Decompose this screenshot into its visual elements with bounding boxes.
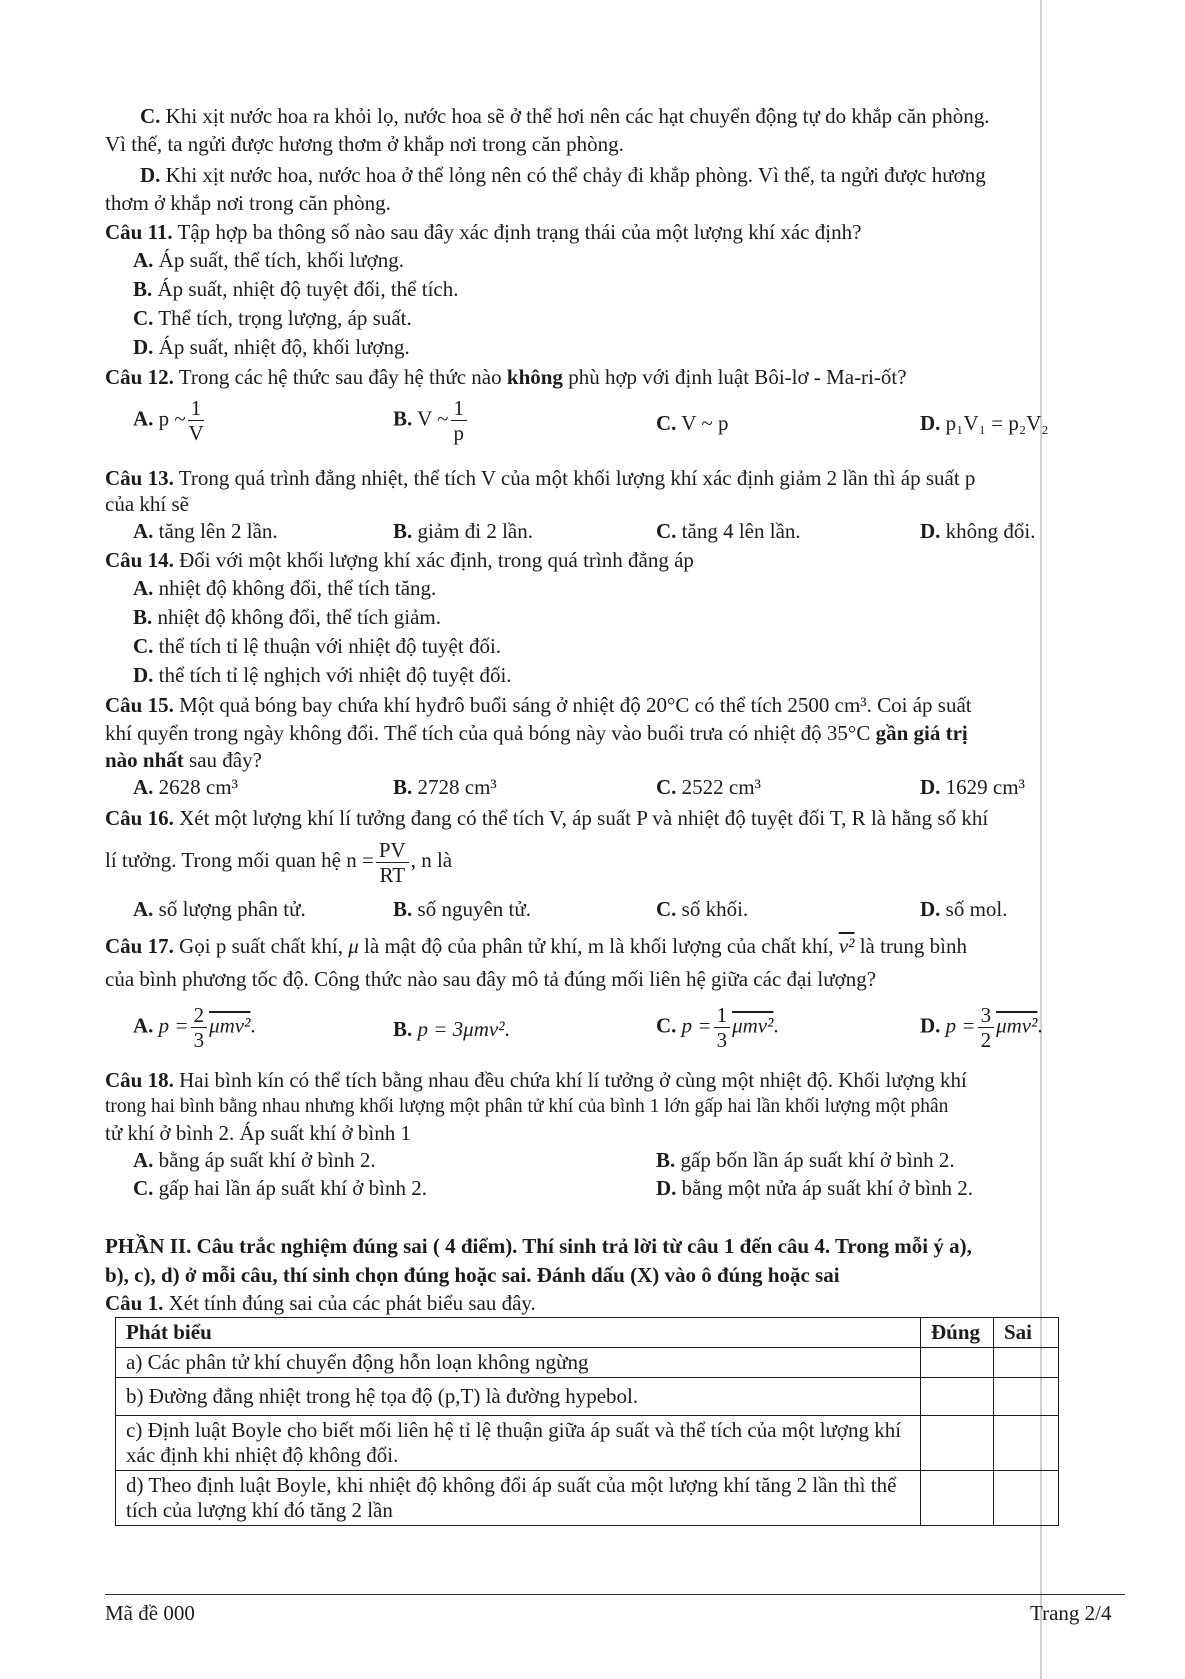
question-16-line2 (105, 834, 452, 887)
denominator: 2 (980, 1028, 992, 1052)
option-text: Áp suất, nhiệt độ tuyệt đối, thể tích. (152, 277, 459, 301)
option-text: 1629 cm³ (940, 775, 1025, 799)
fraction (191, 1003, 208, 1052)
option-label: C. (656, 1013, 677, 1038)
period: . (250, 1013, 256, 1038)
question-text: sau đây? (183, 748, 262, 772)
q11-option-b (133, 276, 458, 302)
option-text: Thể tích, trọng lượng, áp suất. (153, 306, 412, 330)
q11-option-c (133, 305, 412, 331)
option-label: C. (656, 775, 677, 799)
option-text: Khi xịt nước hoa ra khỏi lọ, nước hoa sẽ ở thể hơi nên các hạt chuyển động tự do khắp căn phòng. (160, 104, 990, 128)
prev-option-d-line1 (140, 162, 986, 188)
header-statement: Phát biểu (116, 1318, 921, 1348)
part2-heading-line1: PHẦN II. Câu trắc nghiệm đúng sai ( 4 điểm). Thí sinh trả lời từ câu 1 đến câu 4. Trong mỗi ý a), (105, 1234, 972, 1258)
q11-option-d (133, 334, 410, 360)
table-row (116, 1416, 1059, 1471)
option-text: không đổi. (940, 519, 1036, 543)
prev-option-c-line2: Vì thế, ta ngửi được hương thơm ở khắp nơi trong căn phòng. (105, 132, 624, 156)
question-text: Xét một lượng khí lí tưởng đang có thể tích V, áp suất P và nhiệt độ tuyệt đối T, R là hằng số khí (173, 806, 989, 830)
question-12 (105, 364, 907, 390)
option-label: D. (920, 519, 941, 543)
period: . (1037, 1013, 1043, 1038)
formula-text: p = (945, 1013, 976, 1038)
exam-code: Mã đề 000 (105, 1601, 195, 1625)
option-label: D. (920, 775, 941, 799)
question-text: Đối với một khối lượng khí xác định, trong quá trình đẳng áp (173, 548, 694, 572)
q18-option-c (133, 1175, 427, 1201)
q17-option-c (656, 1003, 779, 1052)
period: . (773, 1013, 779, 1038)
statement-d: d) Theo định luật Boyle, khi nhiệt độ không đổi áp suất của một lượng khí tăng 2 lần thì thể tích của lượng khí đó tăng 2 lần (116, 1471, 921, 1526)
question-text: là mật độ của phân tử khí, m là khối lượng của chất khí, (358, 934, 839, 958)
true-checkbox-d[interactable] (921, 1471, 994, 1526)
option-label: D. (920, 1013, 941, 1038)
table-row (116, 1471, 1059, 1526)
denominator: 3 (716, 1028, 728, 1052)
q18-option-a (133, 1147, 376, 1173)
option-label: C. (133, 634, 154, 658)
true-false-table (115, 1317, 1059, 1526)
option-label: B. (133, 277, 153, 301)
denominator: RT (379, 862, 406, 887)
option-text: số nguyên tử. (412, 897, 531, 921)
q16-option-b (393, 896, 531, 922)
question-label: Câu 13. (105, 466, 174, 490)
statement-a: a) Các phân tử khí chuyển động hỗn loạn không ngừng (116, 1348, 921, 1378)
q13-option-c (656, 518, 801, 544)
q16-option-c (656, 896, 748, 922)
page-number: Trang 2/4 (1030, 1601, 1112, 1625)
formula-text: V ~ p (681, 411, 729, 435)
formula-text: μmv² (732, 1013, 774, 1038)
q17-option-b (393, 1016, 510, 1042)
fraction (451, 396, 468, 445)
option-text: gấp bốn lần áp suất khí ở bình 2. (675, 1148, 955, 1172)
statement-b: b) Đường đẳng nhiệt trong hệ tọa độ (p,T) là đường hypebol. (116, 1378, 921, 1416)
fraction (978, 1003, 995, 1052)
question-emphasis: gần giá trị (875, 721, 968, 745)
question-label: Câu 18. (105, 1068, 174, 1092)
option-text: thể tích tỉ lệ thuận với nhiệt độ tuyệt đối. (153, 634, 502, 658)
prev-option-c-line1 (140, 103, 990, 129)
period: . (504, 1017, 510, 1041)
option-text: tăng 4 lên lần. (676, 519, 801, 543)
q12-option-a (133, 396, 206, 445)
option-text: giảm đi 2 lần. (412, 519, 533, 543)
question-text: , n là (410, 848, 453, 872)
option-label: C. (133, 306, 154, 330)
option-label: D. (133, 663, 154, 687)
question-text: lí tưởng. Trong mối quan hệ n = (105, 848, 374, 872)
option-text: nhiệt độ không đổi, thể tích giảm. (152, 605, 441, 629)
fraction (714, 1003, 731, 1052)
question-13-line1 (105, 465, 975, 491)
q16-option-a (133, 896, 306, 922)
numerator: 1 (714, 1003, 731, 1028)
question-label: Câu 11. (105, 220, 173, 244)
option-text: gấp hai lần áp suất khí ở bình 2. (153, 1176, 427, 1200)
q12-option-c (656, 410, 728, 436)
question-text: Trong các hệ thức sau đây hệ thức nào (173, 365, 507, 389)
q14-option-a (133, 575, 436, 601)
false-checkbox-b[interactable] (994, 1378, 1059, 1416)
formula-text: p ~ (158, 406, 186, 431)
option-label: A. (133, 248, 154, 272)
question-text: Tập hợp ba thông số nào sau đây xác định trạng thái của một lượng khí xác định? (172, 220, 862, 244)
part2-heading-line2: b), c), d) ở mỗi câu, thí sinh chọn đúng hoặc sai. Đánh dấu (X) vào ô đúng hoặc sai (105, 1263, 840, 1287)
q13-option-a (133, 518, 278, 544)
fraction (188, 396, 205, 445)
q12-option-b (393, 396, 469, 445)
option-label: D. (920, 411, 941, 435)
option-label: A. (133, 1013, 154, 1038)
q18-option-d (656, 1175, 973, 1201)
footer-divider (105, 1594, 1125, 1595)
option-text: thể tích tỉ lệ nghịch với nhiệt độ tuyệt đối. (153, 663, 512, 687)
question-label: Câu 1. (105, 1291, 164, 1315)
q12-option-d (920, 410, 1049, 436)
option-label: A. (133, 576, 154, 600)
formula-text: p = 3μmv² (417, 1017, 505, 1041)
question-15-line2 (105, 720, 968, 746)
denominator: p (453, 421, 465, 445)
numerator: 2 (191, 1003, 208, 1028)
option-label: B. (656, 1148, 676, 1172)
question-text: Một quả bóng bay chứa khí hyđrô buổi sáng ở nhiệt độ 20°C có thể tích 2500 cm³. Coi áp suất (173, 693, 972, 717)
q14-option-d (133, 662, 512, 688)
true-checkbox-a[interactable] (921, 1348, 994, 1378)
formula-text: p = (681, 1013, 712, 1038)
question-text: khí quyển trong ngày không đổi. Thể tích của quả bóng này vào buổi trưa có nhiệt độ 35°C (105, 721, 876, 745)
option-label: D. (920, 897, 941, 921)
option-label: C. (140, 104, 161, 128)
option-label: A. (133, 519, 154, 543)
question-text: phù hợp với định luật Bôi-lơ - Ma-ri-ốt? (562, 365, 907, 389)
question-emphasis: nào nhất (105, 748, 184, 772)
question-text: là trung bình (854, 934, 968, 958)
q15-option-a (133, 774, 238, 800)
option-label: B. (393, 406, 413, 431)
option-text: 2522 cm³ (676, 775, 761, 799)
question-text: Trong quá trình đẳng nhiệt, thể tích V của một khối lượng khí xác định giảm 2 lần thì áp suất p (173, 466, 976, 490)
option-label: A. (133, 775, 154, 799)
question-18-line2: trong hai bình bằng nhau nhưng khối lượng một phân tử khí của bình 1 lớn gấp hai lần khối lượng một phân (105, 1096, 949, 1117)
question-16-line1 (105, 805, 988, 831)
option-label: B. (133, 605, 153, 629)
option-label: D. (656, 1176, 677, 1200)
formula-text: p₁V₁ = p₂V₂ (945, 411, 1049, 435)
q17-option-d (920, 1003, 1043, 1052)
q13-option-b (393, 518, 533, 544)
option-text: số khối. (676, 897, 749, 921)
formula-text: μmv² (209, 1013, 251, 1038)
numerator: 1 (451, 396, 468, 421)
fraction (376, 838, 409, 887)
question-text: Xét tính đúng sai của các phát biểu sau đây. (163, 1291, 536, 1315)
option-text: số mol. (940, 897, 1008, 921)
option-label: D. (140, 163, 161, 187)
option-text: bằng một nửa áp suất khí ở bình 2. (676, 1176, 974, 1200)
numerator: 3 (978, 1003, 995, 1028)
option-label: B. (393, 519, 413, 543)
question-label: Câu 16. (105, 806, 174, 830)
numerator: 1 (188, 396, 205, 421)
option-text: Khi xịt nước hoa, nước hoa ở thể lỏng nên có thể chảy đi khắp phòng. Vì thế, ta ngửi được hương (160, 163, 986, 187)
false-checkbox-a[interactable] (994, 1348, 1059, 1378)
v-squared-symbol: v² (838, 934, 855, 958)
q18-option-b (656, 1147, 955, 1173)
question-17-line2: của bình phương tốc độ. Công thức nào sau đây mô tả đúng mối liên hệ giữa các đại lượng? (105, 967, 877, 991)
option-label: C. (133, 1176, 154, 1200)
question-18-line3: tử khí ở bình 2. Áp suất khí ở bình 1 (105, 1121, 412, 1145)
formula-text: μmv² (996, 1013, 1038, 1038)
q14-option-c (133, 633, 501, 659)
question-emphasis: không (506, 365, 563, 389)
q11-option-a (133, 247, 404, 273)
option-label: B. (393, 1017, 413, 1041)
option-label: B. (393, 775, 413, 799)
option-label: D. (133, 335, 154, 359)
question-11 (105, 219, 861, 245)
question-15-line3 (105, 747, 262, 773)
option-label: C. (656, 897, 677, 921)
denominator: V (188, 421, 204, 445)
true-checkbox-b[interactable] (921, 1378, 994, 1416)
formula-text: V ~ (417, 406, 449, 431)
formula-text: p = (158, 1013, 189, 1038)
false-checkbox-d[interactable] (994, 1471, 1059, 1526)
question-14 (105, 547, 694, 573)
q15-option-c (656, 774, 761, 800)
option-label: C. (656, 411, 677, 435)
question-text: Hai bình kín có thể tích bằng nhau đều chứa khí lí tưởng ở cùng một nhiệt độ. Khối lượng khí (173, 1068, 967, 1092)
header-true: Đúng (921, 1318, 994, 1348)
false-checkbox-c[interactable] (994, 1416, 1059, 1471)
table-header-row (116, 1318, 1059, 1348)
question-label: Câu 15. (105, 693, 174, 717)
table-row (116, 1378, 1059, 1416)
option-text: Áp suất, thể tích, khối lượng. (153, 248, 404, 272)
option-text: 2728 cm³ (412, 775, 497, 799)
q14-option-b (133, 604, 441, 630)
q13-option-d (920, 518, 1036, 544)
numerator: PV (376, 838, 409, 863)
question-17-line1 (105, 933, 967, 959)
question-13-line2: của khí sẽ (105, 492, 189, 516)
option-label: B. (393, 897, 413, 921)
question-text: Gọi p suất chất khí, (173, 934, 349, 958)
prev-option-d-line2: thơm ở khắp nơi trong căn phòng. (105, 191, 391, 215)
q17-option-a (133, 1003, 256, 1052)
true-checkbox-c[interactable] (921, 1416, 994, 1471)
denominator: 3 (193, 1028, 205, 1052)
option-text: số lượng phân tử. (153, 897, 306, 921)
question-label: Câu 14. (105, 548, 174, 572)
option-text: Áp suất, nhiệt độ, khối lượng. (153, 335, 410, 359)
table-row (116, 1348, 1059, 1378)
question-label: Câu 12. (105, 365, 174, 389)
option-text: 2628 cm³ (153, 775, 238, 799)
option-label: A. (133, 406, 154, 431)
question-15-line1 (105, 692, 972, 718)
mu-symbol: μ (348, 934, 359, 958)
q16-option-d (920, 896, 1008, 922)
question-18-line1 (105, 1067, 967, 1093)
q15-option-d (920, 774, 1025, 800)
part2-question-1 (105, 1290, 536, 1316)
option-text: nhiệt độ không đổi, thể tích tăng. (153, 576, 437, 600)
option-text: tăng lên 2 lần. (153, 519, 278, 543)
option-label: A. (133, 1148, 154, 1172)
option-label: C. (656, 519, 677, 543)
option-text: bằng áp suất khí ở bình 2. (153, 1148, 376, 1172)
question-label: Câu 17. (105, 934, 174, 958)
header-false: Sai (994, 1318, 1059, 1348)
q15-option-b (393, 774, 497, 800)
option-label: A. (133, 897, 154, 921)
statement-c: c) Định luật Boyle cho biết mối liên hệ tỉ lệ thuận giữa áp suất và thể tích của một lượng khí xác định khi nhiệt độ không đổi. (116, 1416, 921, 1471)
